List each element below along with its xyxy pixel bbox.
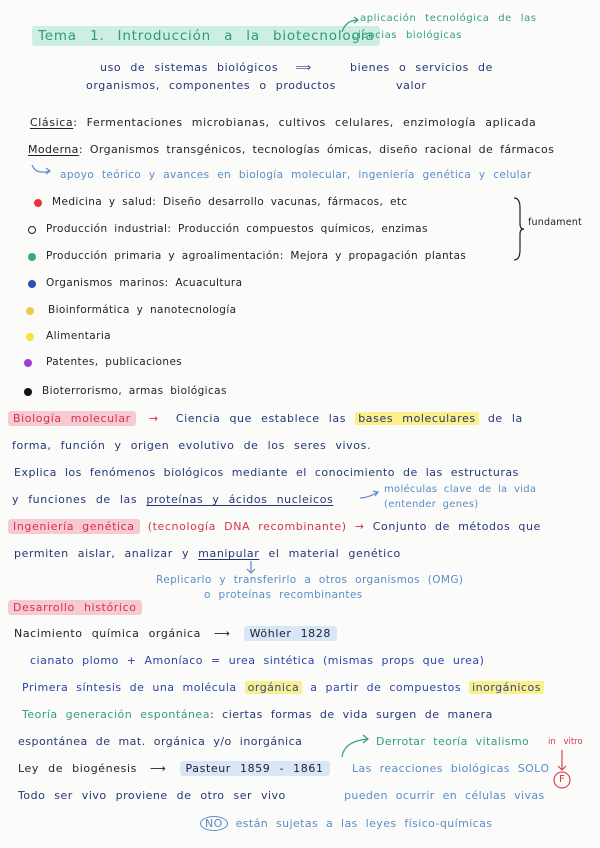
area-item: Patentes, publicaciones: [46, 356, 183, 368]
areas-brace-label: fundament: [528, 217, 582, 228]
reacciones-line: Las reacciones biológicas SOLO: [352, 762, 550, 775]
area-item: Organismos marinos: Acuacultura: [46, 277, 243, 289]
derrota-text: Derrotar teoría vitalismo: [376, 735, 530, 748]
definition-line-1: [100, 61, 312, 74]
ingen-arrow: →: [354, 520, 365, 533]
moderna-note-arrow-icon: [30, 163, 54, 177]
area-bullet-icon: [24, 388, 32, 396]
teoria-label: Teoría generación espontánea: [22, 708, 210, 721]
clasica-label: Clásica: [30, 116, 74, 129]
area-item: Medicina y salud: Diseño desarrollo vacunas, fármacos, etc: [52, 196, 408, 208]
moderna-note: apoyo teórico y avances en biología molecular, ingeniería genética y celular: [60, 169, 532, 181]
ley-line: [18, 762, 330, 775]
primera-highlight-2: inorgánicos: [469, 681, 544, 694]
wohler-badge: Wöhler 1828: [244, 626, 337, 641]
nacimiento-arrow: ⟶: [214, 627, 231, 640]
ingen-t2c: el material genético: [268, 547, 401, 560]
biomol-line-4: [12, 493, 333, 506]
pasteur-badge: Pasteur 1859 - 1861: [180, 761, 330, 776]
ingen-note-1: Replicarlo y transferirlo a otros organismos (OMG): [156, 574, 464, 586]
biomol-t1a: Ciencia que establece las: [175, 412, 347, 425]
title-note-2: ciencias biológicas: [352, 30, 463, 41]
moderna-line: [28, 143, 554, 156]
nacimiento-line: [14, 627, 337, 640]
title-text: Introducción a la biotecnología: [117, 28, 375, 44]
areas-brace-icon: [512, 196, 526, 262]
moderna-text: : Organismos transgénicos, tecnologías ómicas, diseño racional de fármacos: [78, 143, 555, 156]
definition-uso: uso de sistemas biológicos: [100, 61, 279, 74]
ingen-t1: Conjunto de métodos que: [372, 520, 541, 533]
definition-arrow: ⟹: [295, 61, 312, 74]
biomol-label: Biología molecular: [8, 411, 136, 426]
cianato-line: cianato plomo + Amoníaco = urea sintética (mismas props que urea): [30, 654, 485, 667]
title-note-1: aplicación tecnológica de las: [360, 13, 537, 24]
teoria-text: : ciertas formas de vida surgen de manera: [209, 708, 493, 721]
biomol-note-1: moléculas clave de la vida: [384, 484, 537, 495]
area-bullet-icon: [26, 307, 34, 315]
no-circled: NO: [200, 816, 228, 831]
area-bullet-icon: [28, 226, 36, 234]
biomol-t4a: y funciones de las: [12, 493, 138, 506]
in-vitro-note: in vitro: [548, 737, 583, 747]
area-item: Producción industrial: Producción compuestos químicos, enzimas: [46, 223, 428, 235]
clasica-line: [30, 116, 536, 129]
area-bullet-icon: [26, 333, 34, 341]
estan-line: [200, 816, 492, 831]
ingen-t2a: permiten aislar, analizar y: [14, 547, 190, 560]
biomol-line-2: forma, función y origen evolutivo de los seres vivos.: [12, 439, 372, 452]
primera-highlight-1: orgánica: [245, 681, 303, 694]
flask-label: F: [559, 774, 565, 785]
estan-text: están sujetas a las leyes físico-químicas: [235, 817, 493, 830]
biomol-arrow: →: [148, 412, 159, 425]
area-item: Bioterrorismo, armas biológicas: [42, 385, 227, 397]
primera-a: Primera síntesis de una molécula: [22, 681, 237, 694]
ley-arrow: ⟶: [150, 762, 167, 775]
area-item: Producción primaria y agroalimentación: Mejora y propagación plantas: [46, 250, 467, 262]
biomol-line-3: Explica los fenómenos biológicos mediante el conocimiento de las estructuras: [14, 466, 519, 479]
biomol-t1b: de la: [487, 412, 523, 425]
area-bullet-icon: [28, 280, 36, 288]
page-title: [32, 28, 380, 44]
ingen-paren: (tecnología DNA recombinante): [147, 520, 347, 533]
definition-line-2: organismos, componentes o productos: [86, 79, 336, 92]
derrota-arrow-icon: [340, 733, 372, 759]
historico-label: Desarrollo histórico: [8, 600, 142, 615]
ingen-note-2: o proteínas recombinantes: [204, 589, 363, 601]
historico-heading: [8, 601, 142, 614]
moderna-label: Moderna: [28, 143, 79, 156]
ingen-label: Ingeniería genética: [8, 519, 140, 534]
biomol-note-arrow-icon: [358, 488, 382, 502]
title-prefix: Tema 1.: [38, 28, 105, 44]
definition-right-1: bienes o servicios de: [350, 61, 493, 74]
ingen-t2b: manipular: [198, 547, 260, 560]
clasica-text: : Fermentaciones microbianas, cultivos celulares, enzimología aplicada: [73, 116, 537, 129]
biomol-t1-highlight: bases moleculares: [355, 412, 479, 425]
biomol-t4b: proteínas y ácidos nucleicos: [146, 493, 334, 506]
area-bullet-icon: [24, 359, 32, 367]
area-item: Bioinformática y nanotecnología: [48, 304, 237, 316]
primera-line: [22, 681, 544, 694]
teoria-line: [22, 708, 493, 721]
definition-right-2: valor: [396, 79, 427, 92]
primera-b: a partir de compuestos: [310, 681, 462, 694]
area-item: Alimentaria: [46, 330, 111, 342]
pueden-line: pueden ocurrir en células vivas: [344, 789, 545, 802]
biomol-note-2: (entender genes): [384, 499, 479, 510]
area-bullet-icon: [28, 253, 36, 261]
todo-line: Todo ser vivo proviene de otro ser vivo: [18, 789, 286, 802]
espontanea-line: espontánea de mat. orgánica y/o inorgánica: [18, 735, 303, 748]
nacimiento-text: Nacimiento química orgánica: [14, 627, 201, 640]
ley-label: Ley de biogénesis: [18, 762, 137, 775]
biomol-line-1: [8, 412, 523, 425]
area-bullet-icon: [34, 199, 42, 207]
ingen-line-1: [8, 520, 541, 533]
ingen-line-2: [14, 547, 401, 560]
